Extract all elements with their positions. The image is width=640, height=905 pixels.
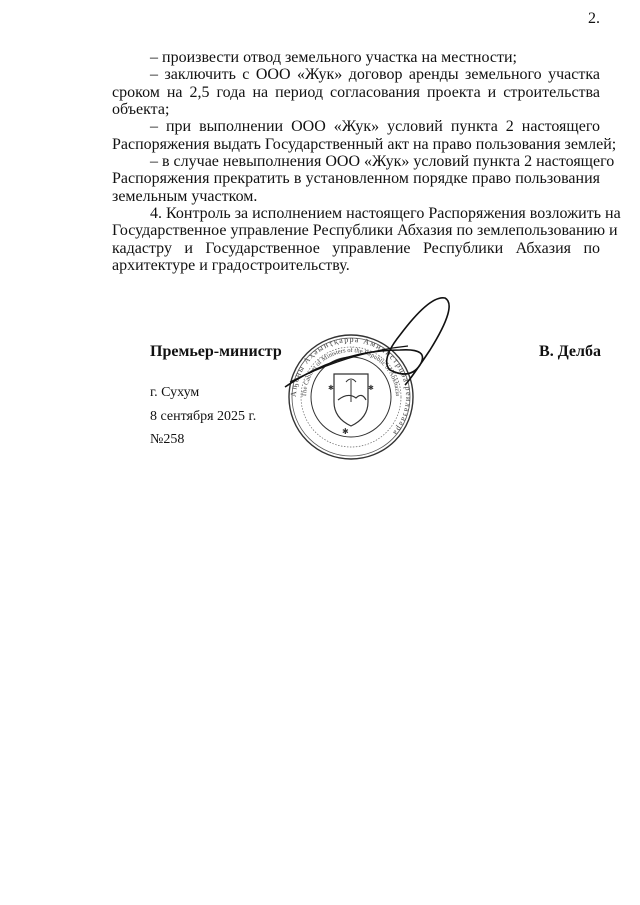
text-line: 4. Контроль за исполнением настоящего Распоряжения возложить на <box>150 205 621 223</box>
text-line: сроком на 2,5 года на период согласования проекта и строительства <box>112 83 600 101</box>
signatory-position: Премьер-министр <box>150 343 282 360</box>
text-line: Распоряжения прекратить в установленном порядке право пользования <box>112 170 600 188</box>
svg-text:The Cabinet of Ministers of th: The Cabinet of Ministers of the Republic of Abkhazia <box>300 346 402 398</box>
text-line: Государственное управление Республики Абхазия по землепользованию и <box>112 222 618 240</box>
signatory-name: В. Делба <box>539 343 601 360</box>
text-line: архитектуре и градостроительству. <box>112 257 350 275</box>
paragraph-1 <box>112 49 600 66</box>
city: г. Сухум <box>150 385 200 400</box>
paragraph-3 <box>112 118 617 153</box>
date: 8 сентября 2025 г. <box>150 409 257 424</box>
text-line: – заключить с ООО «Жук» договор аренды земельного участка <box>150 66 600 84</box>
text-line: Распоряжения выдать Государственный акт на право пользования землей; <box>112 135 617 153</box>
text-line: кадастру и Государственное управление Республики Абхазия по <box>112 239 600 257</box>
paragraph-2 <box>112 66 600 118</box>
text-line: – при выполнении ООО «Жук» условий пункта 2 настоящего <box>150 118 600 136</box>
text-line: земельным участком. <box>112 187 258 205</box>
svg-text:✱: ✱ <box>328 384 334 392</box>
text-line: объекта; <box>112 101 170 119</box>
document-number: №258 <box>150 432 185 447</box>
page-number: 2. <box>588 10 600 27</box>
svg-text:✱: ✱ <box>368 384 374 392</box>
svg-text:✱: ✱ <box>342 427 349 436</box>
svg-text:Аҧсны Аҳәынҭқарра Аминистрцәа: Аҧсны Аҳәынҭқарра Аминистрцәа реилазаара <box>288 334 414 439</box>
paragraph-4 <box>112 153 615 205</box>
text-line: – в случае невыполнения ООО «Жук» условий пункта 2 настоящего <box>150 153 615 171</box>
handwritten-signature <box>280 290 480 400</box>
paragraph-5 <box>112 205 621 275</box>
document-body <box>112 49 621 275</box>
text-line: – произвести отвод земельного участка на местности; <box>150 49 517 66</box>
